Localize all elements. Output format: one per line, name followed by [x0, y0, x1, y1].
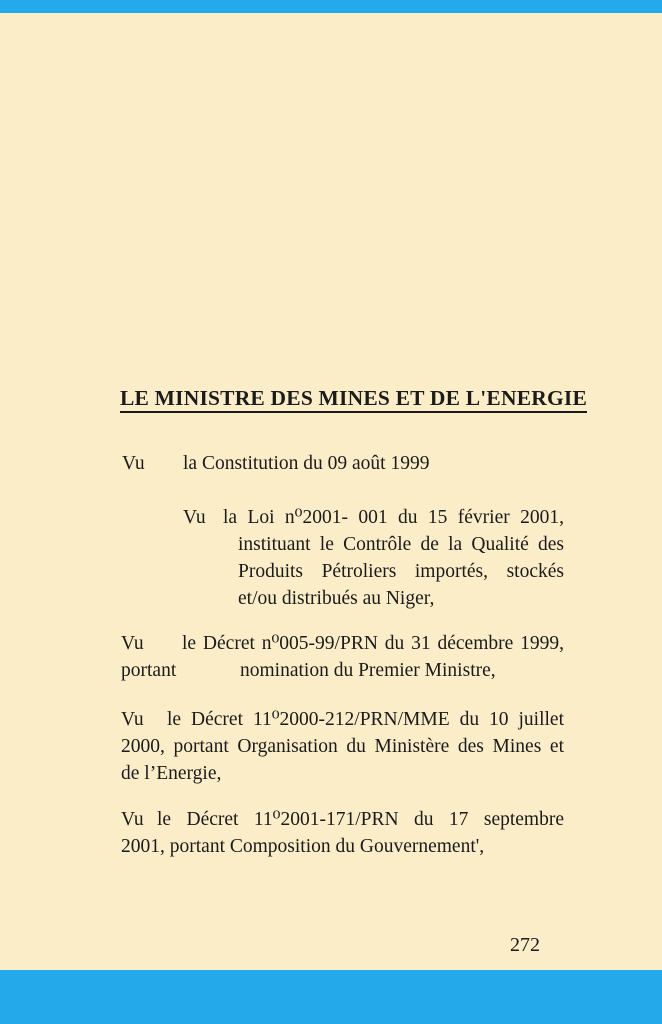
clause-text: le Décret 11⁰2000-212/PRN/MME du 10 juillet: [167, 709, 564, 730]
clause-line: [121, 806, 564, 833]
clause-line: Produits Pétroliers importés, stockés: [238, 561, 564, 582]
clause-line: instituant le Contrôle de la Qualité des: [238, 534, 564, 555]
vu-clause-decret-005-99: [121, 630, 564, 684]
clause-text: le Décret n⁰005-99/PRN du 31 décembre 1999,: [182, 633, 564, 654]
clause-line: [121, 706, 564, 733]
clause-text: la Loi n⁰2001- 001 du 15 février 2001,: [223, 507, 564, 528]
vu-label: Vu: [121, 809, 144, 830]
vu-clause-loi-2001-001: [183, 504, 564, 612]
vu-clause-constitution: [122, 450, 582, 477]
vu-label: Vu: [121, 709, 144, 730]
clause-text: la Constitution du 09 août 1999: [183, 453, 430, 474]
top-border-bar: [0, 0, 662, 13]
clause-text: le Décret 11⁰2001-171/PRN du 17 septembre: [157, 809, 564, 830]
clause-line: et/ou distribués au Niger,: [238, 588, 435, 609]
vu-label: Vu: [121, 633, 144, 654]
vu-clause-decret-2000-212: [121, 706, 564, 787]
vu-clause-decret-2001-171: [121, 806, 564, 860]
clause-line: 2000, portant Organisation du Ministère des Mines et: [121, 736, 564, 757]
clause-line: [183, 504, 564, 531]
clause-line: de l’Energie,: [121, 763, 222, 784]
vu-label: Vu: [122, 453, 145, 474]
clause-line: [121, 657, 564, 684]
clause-line: [121, 630, 564, 657]
page-number: 272: [510, 934, 540, 956]
clause-line: [122, 450, 582, 477]
document-title: [120, 386, 587, 413]
bottom-border-bar: [0, 970, 662, 1024]
portant-label: portant: [121, 660, 177, 681]
clause-text: nomination du Premier Ministre,: [240, 660, 496, 681]
document-title-text: LE MINISTRE DES MINES ET DE L'ENERGIE: [120, 386, 587, 413]
vu-label: Vu: [183, 507, 206, 528]
clause-line: 2001, portant Composition du Gouvernement',: [121, 836, 485, 857]
